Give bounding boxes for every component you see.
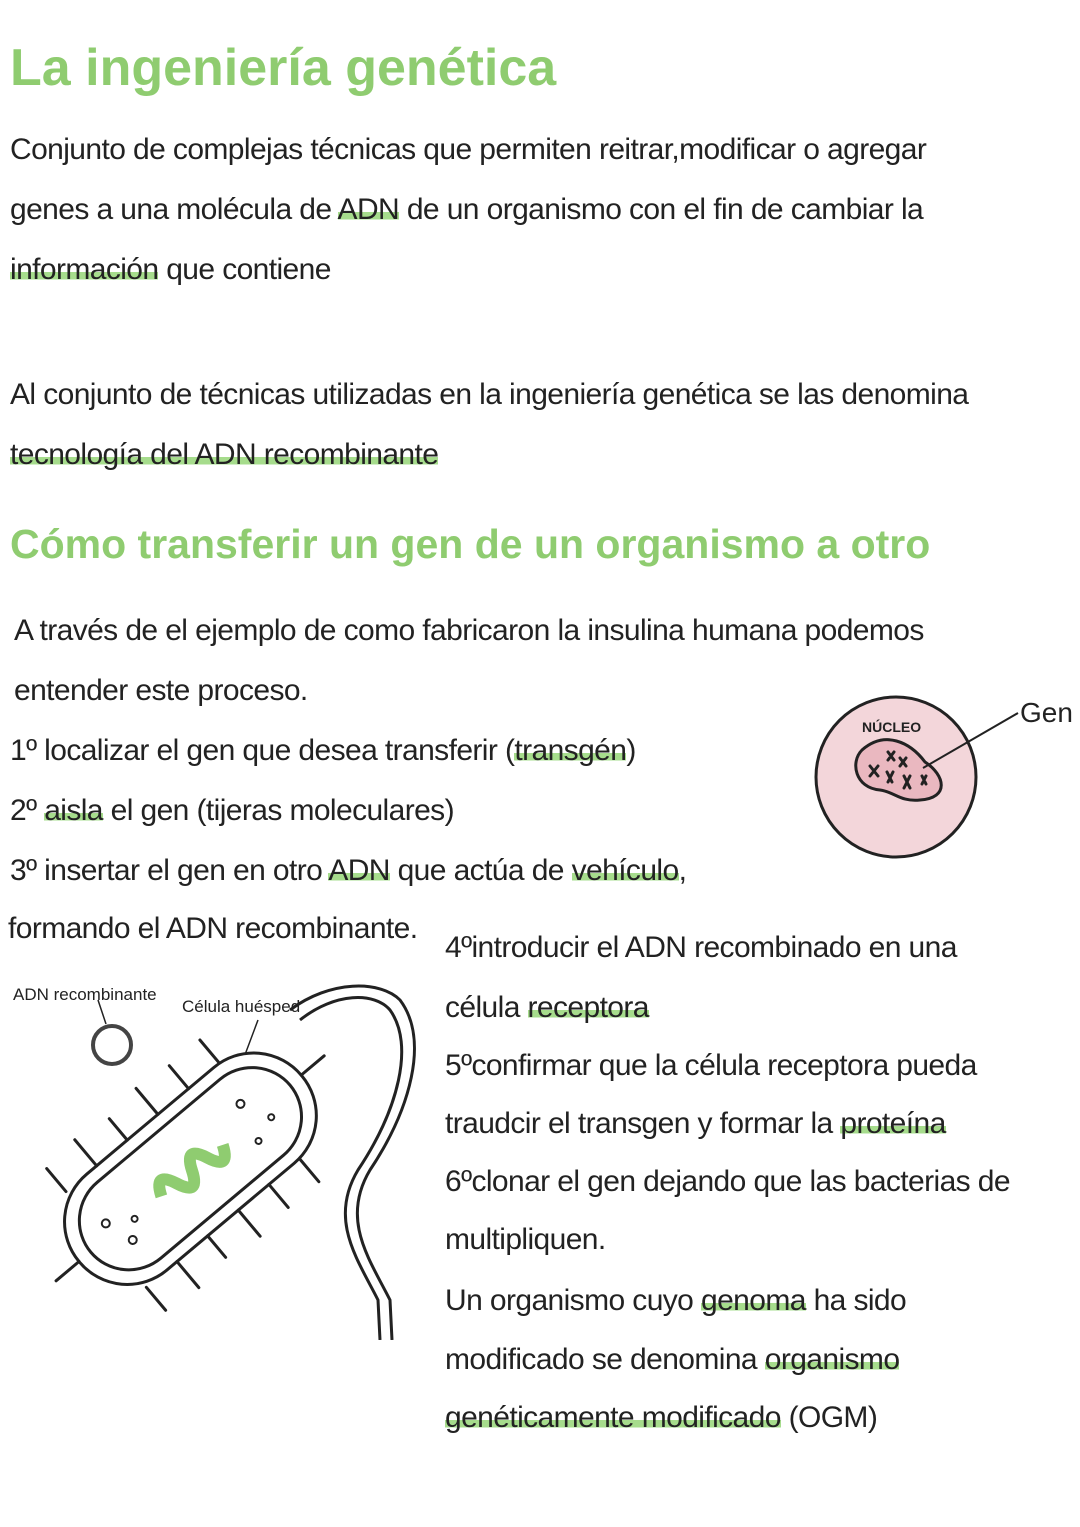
text-segment: genes a una molécula de xyxy=(10,193,338,226)
text-segment: 4ºintroducir el ADN recombinado en una xyxy=(445,931,957,964)
plasmid-icon xyxy=(93,1026,131,1064)
highlighted-term: genoma xyxy=(701,1284,806,1317)
highlighted-term: transgén xyxy=(514,734,627,767)
section-heading: Cómo transferir un gen de un organismo a otro xyxy=(10,521,931,567)
text-line xyxy=(10,851,686,891)
highlighted-term: ADN xyxy=(337,193,400,226)
text-segment: traudcir el transgen y formar la xyxy=(445,1107,841,1140)
text-line xyxy=(445,1220,606,1260)
text-segment: el gen (tijeras moleculares) xyxy=(102,794,454,827)
text-segment: 5ºconfirmar que la célula receptora pueda xyxy=(445,1049,977,1082)
highlighted-term: información xyxy=(10,253,159,286)
celula-huesped-label: Célula huésped xyxy=(182,997,301,1016)
text-segment: multipliquen. xyxy=(445,1223,606,1256)
text-line xyxy=(445,928,957,968)
text-segment: ha sido xyxy=(805,1284,907,1317)
highlighted-term: proteína xyxy=(840,1107,946,1140)
text-line xyxy=(445,1340,899,1380)
text-segment: Conjunto de complejas técnicas que permiten reitrar,modificar o agregar xyxy=(10,133,927,166)
text-line xyxy=(445,1046,977,1086)
text-segment: A través de el ejemplo de como fabricaron la insulina humana podemos xyxy=(14,614,924,647)
text-segment: 2º xyxy=(10,794,45,827)
text-line xyxy=(10,190,923,230)
text-line xyxy=(10,435,438,475)
text-segment: 1º localizar el gen que desea transferir ( xyxy=(10,734,515,767)
text-segment: 3º insertar el gen en otro xyxy=(10,854,329,887)
text-line xyxy=(445,1281,906,1321)
highlighted-term: tecnología del ADN recombinante xyxy=(10,438,439,471)
text-segment: , xyxy=(678,854,687,887)
text-segment: 6ºclonar el gen dejando que las bacterias de xyxy=(445,1165,1010,1198)
text-line xyxy=(445,1104,946,1144)
text-segment: ) xyxy=(626,734,636,767)
bacterium-diagram xyxy=(0,960,440,1340)
nucleus-label: NÚCLEO xyxy=(862,719,922,735)
text-line xyxy=(14,611,924,651)
text-line xyxy=(10,791,454,831)
text-segment: Al conjunto de técnicas utilizadas en la ingeniería genética se las denomina xyxy=(10,378,969,411)
text-line xyxy=(445,1162,1010,1202)
text-line xyxy=(445,988,649,1028)
text-segment: formando el ADN recombinante. xyxy=(8,912,418,945)
highlighted-term: receptora xyxy=(527,991,649,1024)
adn-recombinante-label: ADN recombinante xyxy=(13,985,157,1004)
text-line xyxy=(445,1398,877,1438)
text-line xyxy=(10,130,926,170)
text-line xyxy=(10,731,636,771)
page-title: La ingeniería genética xyxy=(10,39,557,97)
highlighted-term: organismo xyxy=(764,1343,900,1376)
text-segment: modificado se denomina xyxy=(445,1343,765,1376)
highlighted-term: genéticamente modificado xyxy=(445,1401,781,1434)
highlighted-term: ADN xyxy=(328,854,390,887)
text-segment: (OGM) xyxy=(780,1401,878,1434)
text-segment: que actúa de xyxy=(389,854,572,887)
text-segment: célula xyxy=(445,991,528,1024)
highlighted-term: aisla xyxy=(44,794,103,827)
gen-label: Gen xyxy=(1020,697,1073,728)
text-segment: entender este proceso. xyxy=(14,674,308,707)
text-segment: de un organismo con el fin de cambiar la xyxy=(399,193,924,226)
text-segment: Un organismo cuyo xyxy=(445,1284,701,1317)
text-segment: que contiene xyxy=(158,253,331,286)
text-line xyxy=(14,671,308,711)
text-line xyxy=(10,375,968,415)
highlighted-term: vehículo xyxy=(571,854,679,887)
text-line xyxy=(10,250,331,290)
text-line xyxy=(8,909,418,949)
